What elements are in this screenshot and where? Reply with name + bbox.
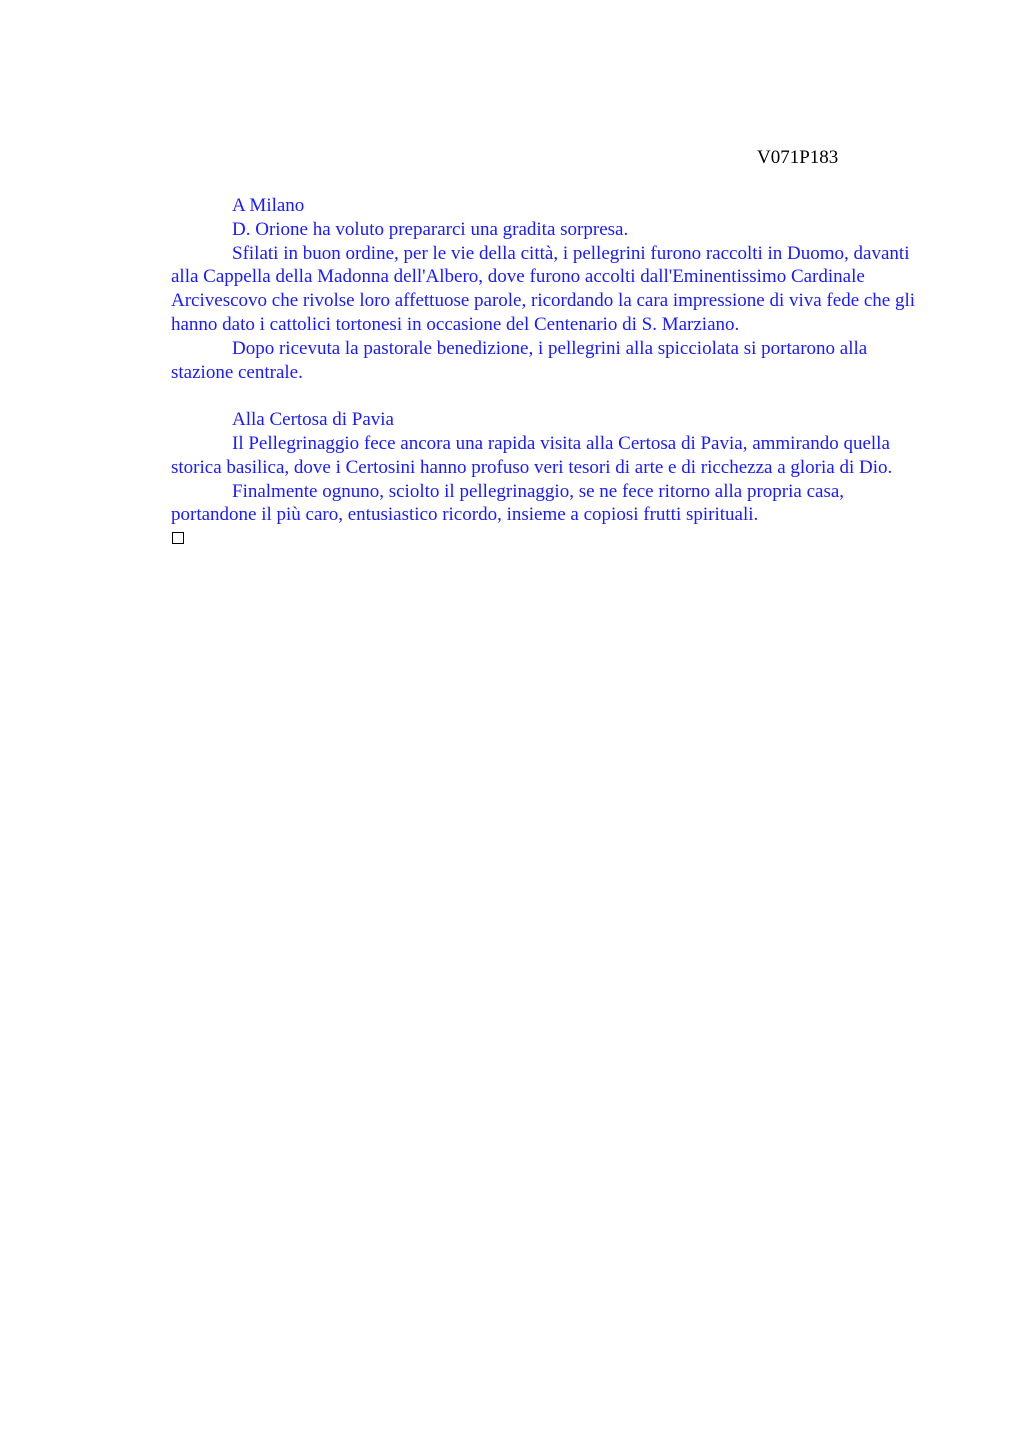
paragraph: Dopo ricevuta la pastorale benedizione, i pellegrini alla spicciolata si portarono alla stazione centrale. [171, 337, 868, 383]
paragraph: Il Pellegrinaggio fece ancora una rapida visita alla Certosa di Pavia, ammirando quella storica basilica, dove i Certosini hanno profuso veri tesori di arte e di ricchezza a gloria di Dio. [171, 432, 893, 478]
paragraph: Sfilati in buon ordine, per le vie della città, i pellegrini furono raccolti in Duomo, davanti alla Cappella della Madonna dell'Albero, dove furono accolti dall'Eminentissimo Cardinale Arcivescovo che rivolse loro affettuose parole, ricordando la cara impressione di viva fede che gli hanno dato i cattolici tortonesi in occasione del Centenario di S. Marziano. [171, 242, 916, 335]
section-spacer [171, 384, 931, 408]
square-outline-icon [172, 532, 184, 544]
paragraph: D. Orione ha voluto prepararci una gradita sorpresa. [232, 218, 629, 240]
page-reference: V071P183 [757, 147, 839, 168]
document-body [171, 194, 931, 544]
section-heading-certosa: Alla Certosa di Pavia [232, 409, 394, 431]
paragraph: Finalmente ognuno, sciolto il pellegrinaggio, se ne fece ritorno alla propria casa, portandone il più caro, entusiastico ricordo, insieme a copiosi frutti spirituali. [171, 480, 845, 526]
section-heading-milano: A Milano [232, 195, 305, 216]
